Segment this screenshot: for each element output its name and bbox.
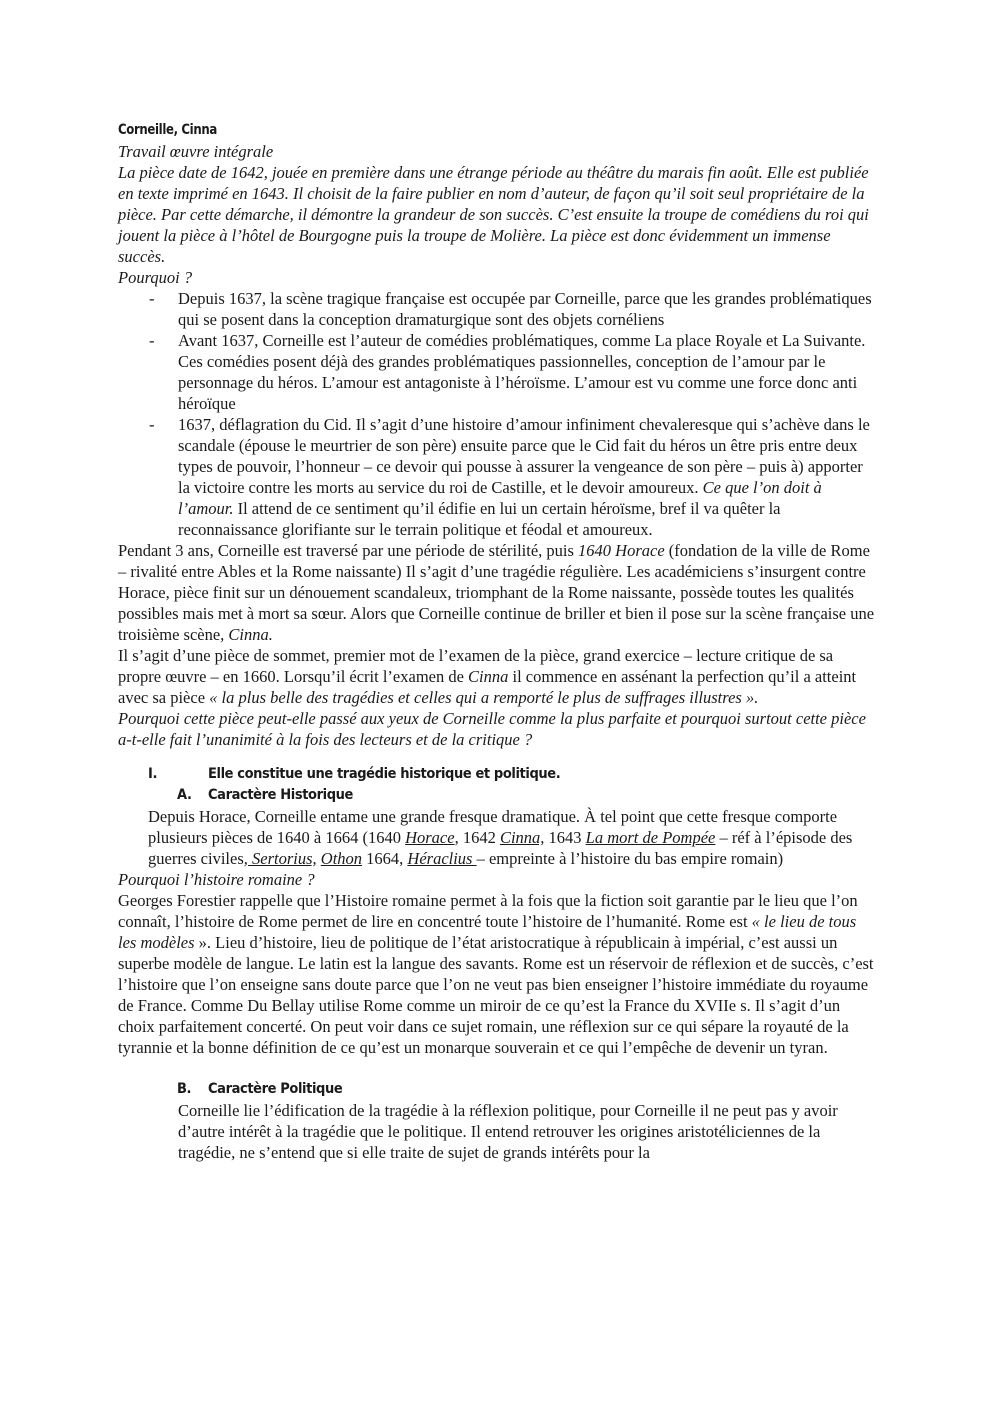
subsection-number: A. xyxy=(177,787,192,803)
list-item xyxy=(118,330,878,414)
work-title: La mort de Pompée xyxy=(585,828,716,847)
text-run: Il s’agit d’une pièce de sommet, premier mot de l’examen de la pièce, grand exercice – lecture critique de sa propre œuvre – en 1660. Lorsqu’il écrit l’examen de xyxy=(118,646,834,686)
subsection-heading-a xyxy=(118,785,878,806)
bullet-italic: Ce que l’on doit à l’amour. xyxy=(178,478,822,518)
bullet-text: Depuis 1637, la scène tragique française est occupée par Corneille, parce que les grandes problématiques qui se posent dans la conception dramaturgique sont des objets cornéliens xyxy=(178,289,872,329)
subsection-label: Caractère Politique xyxy=(208,1081,343,1097)
subsection-number: B. xyxy=(177,1081,192,1097)
work-title: , Sertorius, xyxy=(243,849,317,868)
italic-run: 1640 Horace xyxy=(578,541,665,560)
text-run: 1643 xyxy=(544,828,586,847)
subsection-label: Caractère Historique xyxy=(208,787,353,803)
pourquoi-label: Pourquoi ? xyxy=(118,268,193,287)
text-run: ». Lieu d’histoire, lieu de politique de l’état aristocratique à républicain à impérial, c’est aussi un superbe modèle de langue. Le latin est la langue des savants. Rome est un réservoir de réflexion et de succès, c’est l’histoire que l’on enseigne sans doute parce que l’on ne veut pas bien enseigner l’histoire immédiate du royaume de France. Comme Du Bellay utilise Rome comme un miroir de ce qu’est la France du XVIIe s. Il s’agit d’un choix parfaitement concerté. On peut voir dans ce sujet romain, une réflexion sur ce qui sépare la royauté de la tyrannie et la bonne définition de ce qu’est un monarque souverain et ce qui l’empêche de devenir un tyran. xyxy=(118,933,874,1057)
bullet-text: Avant 1637, Corneille est l’auteur de comédies problématiques, comme La place Royale et La Suivante. Ces comédies posent déjà des grandes problématiques passionnelles, conception de l’amour par le personnage du héros. L’amour est antagoniste à l’héroïsme. L’amour est vu comme une force donc anti héroïque xyxy=(178,331,866,413)
text-run: il commence en assénant la perfection qu’il a atteint avec sa pièce xyxy=(118,667,857,707)
paragraph-politique: Corneille lie l’édification de la tragédie à la réflexion politique, pour Corneille il ne peut pas y avoir d’autre intérêt à la tragédie que le politique. Il entend retrouver les origines aristotéliciennes de la tragédie, ne s’entend que si elle traite de sujet de grands intérêts pour la xyxy=(178,1101,838,1162)
bullet-text: 1637, déflagration du Cid. Il s’agit d’une histoire d’amour infiniment chevaleresque qui s’achève dans le scandale (épouse le meurtrier de son père) ensuite parce que le Cid fait du héros un être pris entre deux types de pouvoir, l’honneur – ce devoir qui pousse à assurer la vengeance de son père – puis à) apporter la victoire contre les morts au service du roi de Castille, et le devoir amoureux. xyxy=(178,415,870,497)
bullet-text: Il attend de ce sentiment qu’il édifie en lui un certain héroïsme, bref il va quêter la reconnaissance glorifiante sur le terrain politique et féodal et amoureux. xyxy=(178,499,781,539)
italic-run: Cinna xyxy=(468,667,509,686)
paragraph-horace xyxy=(118,540,878,645)
document-title: Corneille, Cinna xyxy=(118,122,217,138)
subsection-heading-b xyxy=(118,1079,878,1100)
text-run: Georges Forestier rappelle que l’Histoire romaine permet à la fois que la fiction soit garantie par le lieu que l’on connaît, l’histoire de Rome permet de lire en concentré toute l’histoire de l’humanité. Rome est xyxy=(118,891,858,931)
text-run: (fondation de la ville de Rome – rivalité entre Ables et la Rome naissante) Il s’agit d’une tragédie régulière. Les académiciens s’insurgent contre Horace, pièce finit sur un dénouement scandaleux, triomphant de la Rome naissante, possède toutes les qualités possibles mais met à mort sa sœur. Alors que Corneille continue de briller et bien il pose sur la scène française une troisième scène xyxy=(118,541,875,644)
document-subtitle: Travail œuvre intégrale xyxy=(118,142,274,161)
pourquoi-rome-label: Pourquoi l’histoire romaine ? xyxy=(118,870,315,889)
text-run: – réf à l’épisode des guerres civiles xyxy=(148,828,853,868)
work-title: Cinna, xyxy=(499,828,545,847)
italic-run: , Cinna. xyxy=(220,625,273,644)
paragraph-historique xyxy=(118,806,878,869)
work-title: Othon xyxy=(320,849,363,868)
paragraph-examen xyxy=(118,645,878,708)
text-run: Depuis Horace, Corneille entame une grande fresque dramatique. À tel point que cette fresque comporte plusieurs pièces de 1640 à 1664 (1640 xyxy=(148,807,838,847)
work-title: Héraclius xyxy=(407,849,477,868)
italic-run: « le lieu de tous les modèles xyxy=(118,912,857,952)
text-run: 1664, xyxy=(362,849,408,868)
text-run: , 1642 xyxy=(454,828,500,847)
section-number: I. xyxy=(148,766,158,782)
intro-paragraph: La pièce date de 1642, jouée en première dans une étrange période au théâtre du marais fin août. Elle est publiée en texte imprimé en 1643. Il choisit de la faire publier en nom d’auteur, de façon qu’il soit seul propriétaire de la pièce. Par cette démarche, il démontre la grandeur de son succès. C’est ensuite la troupe de comédiens du roi qui jouent la pièce à l’hôtel de Bourgogne puis la troupe de Molière. La pièce est donc évidemment un immense succès. xyxy=(118,163,869,266)
italic-run: « la plus belle des tragédies et celles qui a remporté le plus de suffrages illustres ». xyxy=(209,688,759,707)
problematic-question: Pourquoi cette pièce peut-elle passé aux yeux de Corneille comme la plus parfaite et pourquoi surtout cette pièce a-t-elle fait l’unanimité à la fois des lecteurs et de la critique ? xyxy=(118,709,866,749)
text-run: – empreinte à l’histoire du bas empire romain) xyxy=(476,849,784,868)
list-item xyxy=(118,414,878,540)
section-label: Elle constitue une tragédie historique et politique. xyxy=(208,766,561,782)
paragraph-rome xyxy=(118,890,878,1058)
text-run: Pendant 3 ans, Corneille est traversé par une période de stérilité, puis xyxy=(118,541,579,560)
document-page xyxy=(118,118,878,1163)
work-title: Horace xyxy=(405,828,455,847)
reasons-list xyxy=(118,288,878,540)
list-item xyxy=(118,288,878,330)
section-heading-1 xyxy=(118,764,878,785)
